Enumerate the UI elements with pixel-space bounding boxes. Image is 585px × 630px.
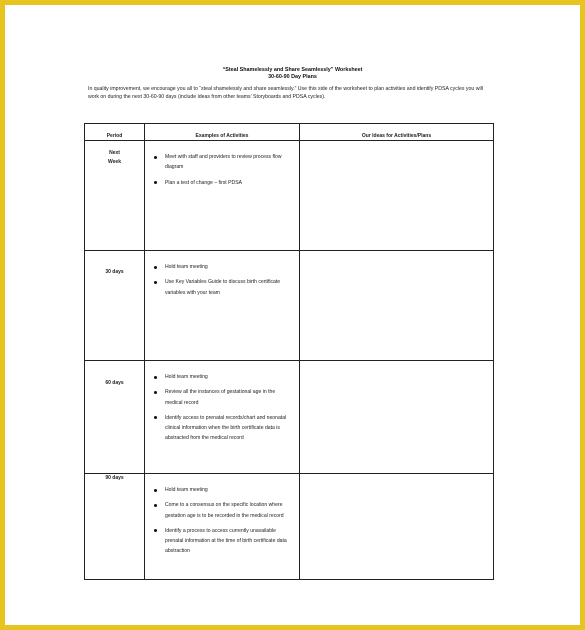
activities-cell [145, 141, 300, 251]
period-cell [85, 361, 145, 474]
list-item: Identify a process to access currently unavailable prenatal information at the time of birth certificate data abstraction [145, 526, 299, 557]
list-item: Identify access to prenatal records/chart and neonatal clinical information when the birth certificate data is abstracted from the medical record [145, 413, 299, 444]
table-row [85, 251, 494, 361]
period-label: 60 days [105, 380, 124, 386]
list-item: Hold team meeting [145, 372, 299, 382]
list-item: Hold team meeting [145, 262, 299, 272]
document-title [5, 67, 580, 81]
table-row [85, 141, 494, 251]
plan-table [84, 123, 494, 580]
header-ideas: Our Ideas for Activities/Plans [300, 124, 494, 141]
list-item: Review all the instances of gestational age in the medical record [145, 387, 299, 408]
header-period: Period [85, 124, 145, 141]
activities-cell [145, 361, 300, 474]
list-item: Use Key Variables Guide to discuss birth certificate variables with your team [145, 277, 299, 298]
period-cell [85, 251, 145, 361]
list-item: Meet with staff and providers to review process flow diagram [145, 152, 299, 173]
activities-cell [145, 251, 300, 361]
activities-cell [145, 474, 300, 580]
header-examples: Examples of Activities [145, 124, 300, 141]
table-row [85, 361, 494, 474]
period-cell [85, 141, 145, 251]
list-item: Hold team meeting [145, 485, 299, 495]
document-page [5, 5, 580, 625]
ideas-cell[interactable] [300, 474, 494, 580]
ideas-cell[interactable] [300, 251, 494, 361]
period-label: 30 days [105, 269, 124, 275]
period-label: Next Week [108, 150, 121, 165]
title-line-1: “Steal Shamelessly and Share Seamlessly” Worksheet [222, 67, 363, 73]
intro-paragraph: In quality improvement, we encourage you all to “steal shamelessly and share seamlessly.” Use this side of the worksheet to plan activities and identify PDSA cycles you will work on during the next 30-60-90 days (include ideas from other teams’ Storyboards and PDSA cycles). [88, 86, 483, 100]
ideas-cell[interactable] [300, 361, 494, 474]
table-row [85, 474, 494, 580]
period-cell [85, 474, 145, 580]
title-line-2: 30-60-90 Day Plans [268, 74, 317, 80]
ideas-cell[interactable] [300, 141, 494, 251]
list-item: Plan a test of change – first PDSA [145, 178, 299, 188]
period-label: 90 days [105, 475, 124, 481]
table-header-row [85, 124, 494, 141]
list-item: Come to a consensus on the specific location where gestation age is to be recorded in the medical record [145, 500, 299, 521]
